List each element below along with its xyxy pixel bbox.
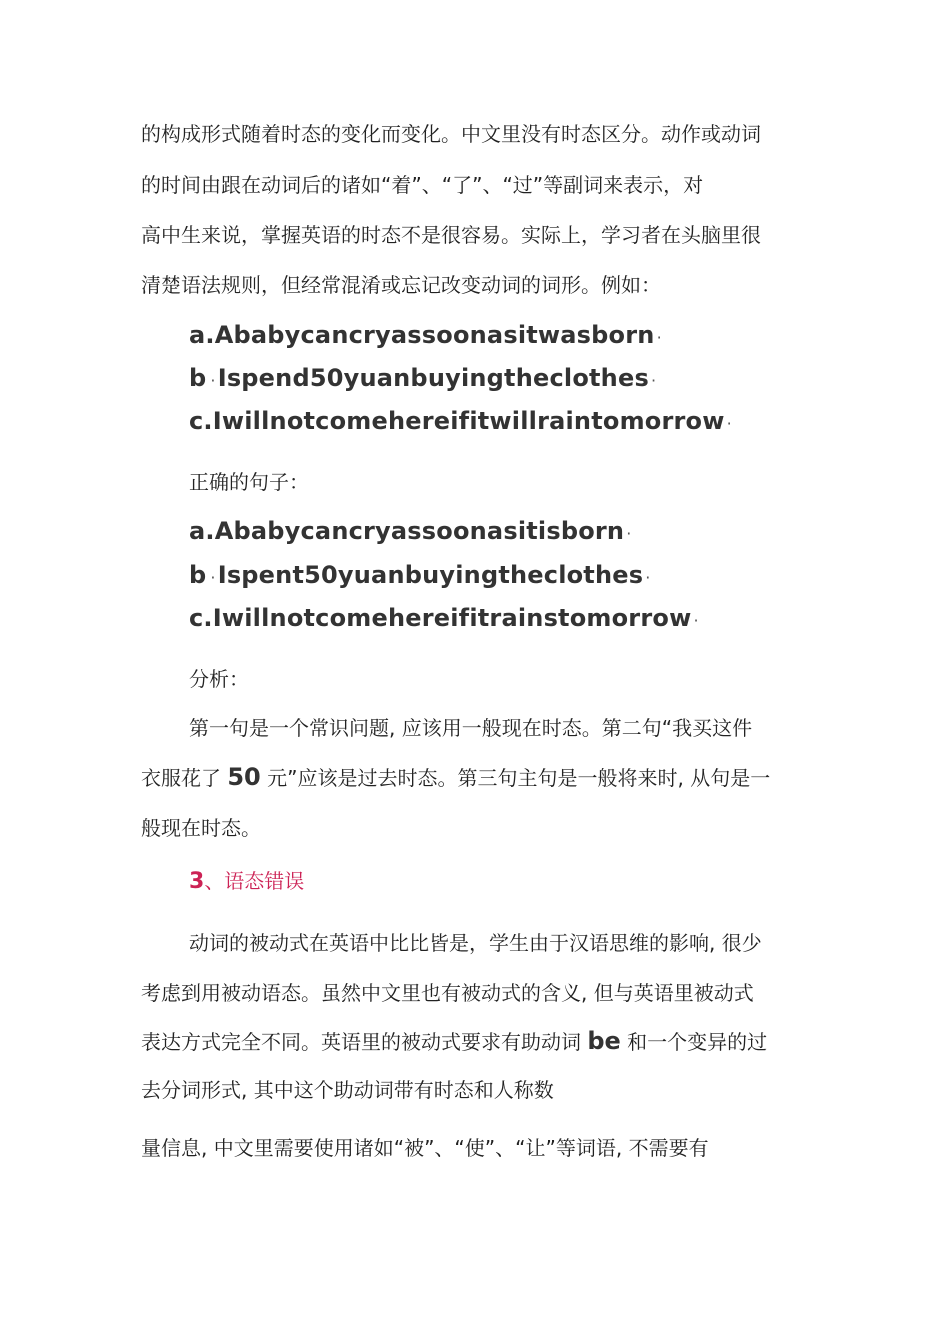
example-text: Ababycancryassoonasitwasborn <box>214 321 655 349</box>
paragraph-line: 清楚语法规则，但经常混淆或忘记改变动词的词形。例如： <box>141 273 661 297</box>
example-prefix: a. <box>189 517 215 545</box>
wrong-example-c <box>189 406 734 439</box>
analysis-line: 般现在时态。 <box>141 816 261 840</box>
example-text: Ispent50yuanbuyingtheclothes <box>217 561 644 589</box>
example-text: Iwillnotcomehereifitwillraintomorrow <box>212 407 725 435</box>
paragraph-line: 的构成形式随着时态的变化而变化。中文里没有时态区分。动作或动词 <box>141 122 761 146</box>
analysis-text: 衣服花了 <box>141 766 228 790</box>
section-heading <box>189 867 304 896</box>
correct-example-b <box>189 560 653 593</box>
section-title: 、语态错误 <box>204 869 305 893</box>
correct-example-a <box>189 516 634 549</box>
example-text: Ababycancryassoonasitisborn <box>214 517 625 545</box>
analysis-number: 50 <box>227 763 261 791</box>
example-prefix: b <box>189 364 207 392</box>
example-sep-dot: · <box>210 568 216 587</box>
example-prefix: c. <box>189 407 213 435</box>
paragraph-line: 高中生来说，掌握英语的时态不是很容易。实际上，学习者在头脑里很 <box>141 223 761 247</box>
paragraph-line: 考虑到用被动语态。虽然中文里也有被动式的含义, 但与英语里被动式 <box>141 981 754 1005</box>
paragraph-line: 的时间由跟在动词后的诸如“着”、“了”、“过”等副词来表示，对 <box>141 173 704 197</box>
example-prefix: a. <box>189 321 215 349</box>
wrong-example-b <box>189 363 658 396</box>
example-end-dot: · <box>693 611 699 630</box>
analysis-label: 分析： <box>189 667 249 691</box>
section-number: 3 <box>189 869 205 894</box>
example-end-dot: · <box>626 524 632 543</box>
example-prefix: c. <box>189 604 213 632</box>
analysis-text: 元”应该是过去时态。第三句主句是一般将来时, 从句是一 <box>260 766 771 790</box>
paragraph-line: 量信息, 中文里需要使用诸如“被”、“使”、“让”等词语, 不需要有 <box>141 1136 709 1160</box>
paragraph-text: 和一个变异的过 <box>620 1030 768 1054</box>
paragraph-line: 去分词形式, 其中这个助动词带有时态和人称数 <box>141 1078 554 1102</box>
keyword-be: be <box>587 1027 621 1055</box>
wrong-example-a <box>189 320 664 353</box>
paragraph-line <box>141 1027 767 1056</box>
example-sep-dot: · <box>210 371 216 390</box>
paragraph-line: 动词的被动式在英语中比比皆是，学生由于汉语思维的影响, 很少 <box>189 931 762 955</box>
example-prefix: b <box>189 561 207 589</box>
example-end-dot: · <box>726 414 732 433</box>
analysis-line <box>141 763 770 792</box>
example-end-dot: · <box>645 568 651 587</box>
example-end-dot: · <box>656 328 662 347</box>
correct-example-c <box>189 603 701 636</box>
example-text: Ispend50yuanbuyingtheclothes <box>217 364 649 392</box>
correct-sentences-label: 正确的句子： <box>189 470 309 494</box>
example-text: Iwillnotcomehereifitrainstomorrow <box>212 604 692 632</box>
example-end-dot: · <box>650 371 657 390</box>
analysis-line: 第一句是一个常识问题, 应该用一般现在时态。第二句“我买这件 <box>189 716 753 740</box>
paragraph-text: 表达方式完全不同。英语里的被动式要求有助动词 <box>141 1030 588 1054</box>
